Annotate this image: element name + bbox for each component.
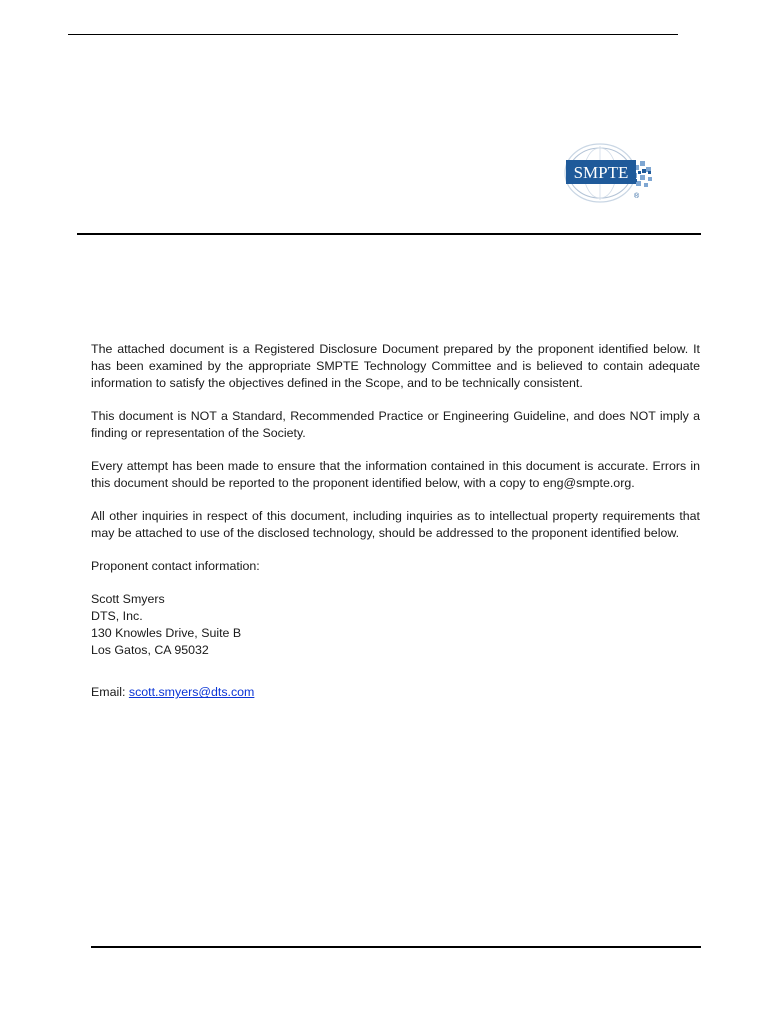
- contact-street: 130 Knowles Drive, Suite B: [91, 625, 242, 640]
- paragraph-errors: Every attempt has been made to ensure that the information contained in this document is accurate. Errors in this document should be reported to the proponent identified below, with a copy to eng@smpte.org.: [91, 459, 700, 491]
- top-rule: [68, 34, 678, 35]
- contact-city: Los Gatos, CA 95032: [91, 643, 209, 658]
- logo-text: SMPTE: [573, 163, 629, 182]
- paragraph-contact-heading: Proponent contact information:: [91, 558, 260, 573]
- contact-company: DTS, Inc.: [91, 608, 143, 623]
- email-label: Email:: [91, 685, 129, 700]
- contact-name: Scott Smyers: [91, 591, 165, 606]
- disclosure-body: [91, 341, 700, 702]
- paragraph-not-standard: This document is NOT a Standard, Recommended Practice or Engineering Guideline, and does NOT imply a finding or representation of the Society.: [91, 409, 700, 441]
- contact-email-line: [91, 684, 700, 701]
- contact-address: [91, 591, 700, 660]
- smpte-logo-graphic: [562, 143, 656, 203]
- registered-mark: ®: [634, 193, 640, 200]
- header-rule: [77, 233, 701, 235]
- paragraph-disclosure: The attached document is a Registered Disclosure Document prepared by the proponent identified below. It has been examined by the appropriate SMPTE Technology Committee and is believed to contain adequate information to satisfy the objectives defined in the Scope, and to be technically consistent.: [91, 342, 700, 391]
- email-link[interactable]: scott.smyers@dts.com: [128, 685, 255, 700]
- smpte-logo: [562, 143, 656, 203]
- paragraph-inquiries: All other inquiries in respect of this document, including inquiries as to intellectual property requirements that may be attached to use of the disclosed technology, should be addressed to the proponent identified below.: [91, 508, 700, 541]
- footer-rule: [91, 946, 701, 948]
